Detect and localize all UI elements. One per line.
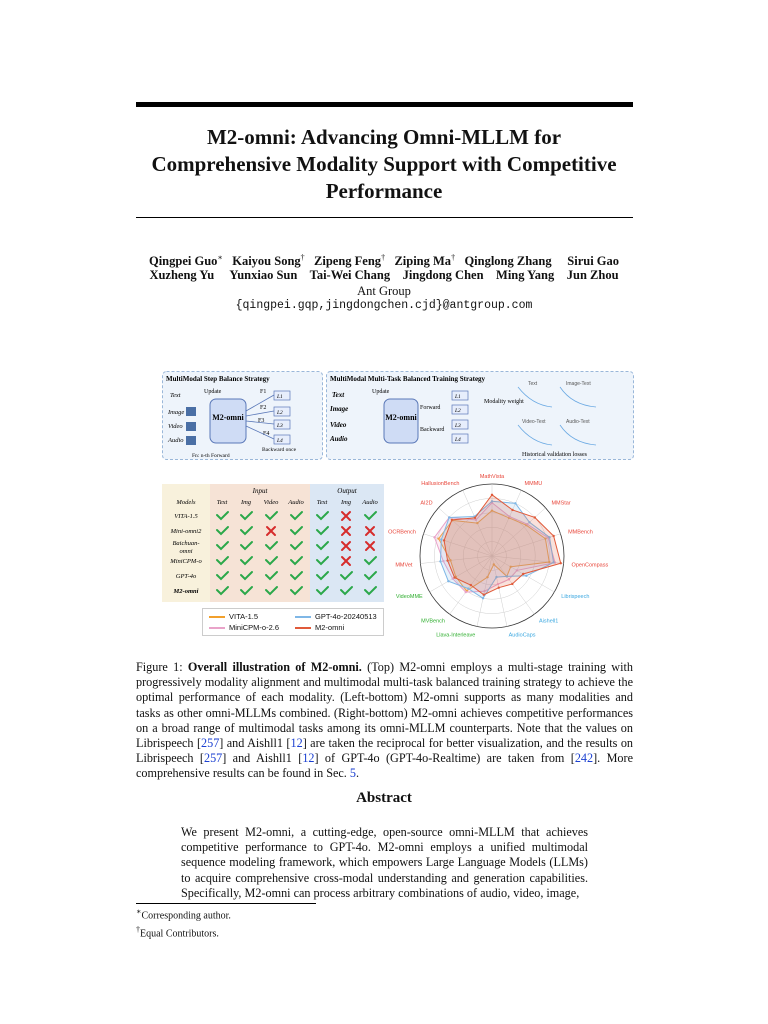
table-model-name: MiniCPM-o <box>170 558 202 565</box>
radar-point <box>482 597 484 599</box>
author: Kaiyou Song <box>232 254 301 269</box>
curve-text-label: Text <box>528 381 538 387</box>
table-header-cell: Text <box>316 499 328 506</box>
forward-label: Forward <box>420 405 441 411</box>
radar-point <box>511 509 513 511</box>
loss-4-label: L4 <box>277 438 283 444</box>
radar-axis-label: OCRBench <box>388 529 416 536</box>
radar-point <box>498 586 500 588</box>
radar-point <box>560 562 562 564</box>
radar-point <box>465 591 467 593</box>
radar-point <box>514 502 516 504</box>
radar-point <box>552 535 554 537</box>
table-header-cell: Video <box>263 499 279 506</box>
table-model-name: omni <box>179 548 193 555</box>
output-group-label: Output <box>337 487 357 495</box>
audio-icon <box>186 436 196 445</box>
forward-2-label: F2 <box>260 405 267 411</box>
table-header-cell: Audio <box>362 499 378 506</box>
radar-axis-label: AI2D <box>420 500 433 507</box>
backward-once-label: Backward once <box>262 447 297 453</box>
citation-link[interactable]: 12 <box>290 736 303 751</box>
radar-point <box>443 539 445 541</box>
legend-item <box>295 623 344 632</box>
radar-axis-label: Llava-Interleave <box>436 632 476 639</box>
radar-point <box>439 560 441 562</box>
radar-axis-label: MMBench <box>568 529 593 536</box>
radar-point <box>474 517 476 519</box>
radar-axis-label: MathVista <box>479 474 505 480</box>
model-label: M2-omni <box>212 413 244 422</box>
radar-point <box>447 580 449 582</box>
right-text-label: Text <box>332 391 345 399</box>
modality-weight-label: Modality weight <box>484 399 524 405</box>
section-link[interactable]: 5 <box>349 766 356 781</box>
modality-text-label: Text <box>170 392 181 399</box>
author: Jingdong Chen <box>402 268 484 282</box>
radar-point <box>483 594 485 596</box>
loss-r4-label: L4 <box>455 437 461 443</box>
modality-support-table <box>162 484 384 602</box>
right-audio-label: Audio <box>330 435 348 443</box>
authors-line-1: Qingpei Guo∗ Kaiyou Song† Zipeng Feng† Ziping Ma† Qinglong Zhang Sirui Gao <box>148 253 620 269</box>
radar-axis-label: HallusionBench <box>421 480 460 487</box>
paper-title: M2-omni: Advancing Omni-MLLM for Comprehensive Modality Support with Competitive Performance <box>151 125 617 203</box>
author: Qingpei Guo <box>148 254 218 269</box>
footnote-rule <box>136 903 316 904</box>
forward-3-label: F3 <box>258 418 265 424</box>
table-header-cell: Models <box>176 499 196 506</box>
training-strategy-figure <box>162 371 634 461</box>
modality-audio-label: Audio <box>168 437 184 444</box>
table-header-cell: Text <box>216 499 228 506</box>
affiliation: Ant Group <box>357 284 411 298</box>
radar-axis-label: Librispeech <box>561 594 590 600</box>
abstract-text: We present M2-omni, a cutting-edge, open-source omni-MLLM that achieves competitive performance to GPT-4o. M2-omni employs a unified multimodal sequence modeling framework, which empowers Large Language Models (LLMs) to acquire comprehensive cross-modal understanding and generation capabilities. Specifically, M2-omni can process arbitrary combinations of audio, video, image, <box>181 825 588 900</box>
legend-label: MiniCPM-o-2.6 <box>229 623 280 632</box>
radar-axis-label: MMMU <box>524 480 543 487</box>
radar-point <box>451 519 453 521</box>
footnotes <box>136 905 231 942</box>
radar-point <box>440 538 442 540</box>
radar-point <box>448 516 450 518</box>
radar-axis-label: Aishell1 <box>539 618 559 625</box>
legend-label: VITA-1.5 <box>229 612 259 621</box>
legend-item <box>209 612 258 621</box>
radar-chart <box>388 460 628 656</box>
author: Ziping Ma <box>394 254 452 269</box>
loss-1-label: L1 <box>277 394 283 400</box>
loss-r3-label: L3 <box>455 423 461 429</box>
image-icon <box>186 407 196 416</box>
table-model-name: GPT-4o <box>175 573 197 580</box>
table-model-name: Baichuan- <box>172 540 200 547</box>
citation-link[interactable]: 242 <box>574 751 594 766</box>
table-model-name: VITA-1.5 <box>174 513 198 520</box>
backward-label: Backward <box>420 427 445 433</box>
forward-4-label: F4 <box>263 431 270 437</box>
figure-caption: Figure 1: Overall illustration of M2-omni. (Top) M2-omni employs a multi-stage training with progressively modality alignment and multimodal multi-task balanced training strategy to achieve the optimal performance of each modality. (Left-bottom) M2-omni supports as many modalities and tasks as other omni-MLLMs combined. (Right-bottom) M2-omni achieves competitive performances on a broad range of multimodal tasks among its omni-MLLM counterparts. Note that the values on Librispeech [257] and Aishll1 [12] are taken the reciprocal for better visualization, and the results on Librispeech [257] and Aishll1 [12] of GPT-4o (GPT-4o-Realtime) are taken from [242]. More comprehensive results can be found in Sec. 5. <box>136 660 634 781</box>
radar-point <box>453 576 455 578</box>
update-label-right: Update <box>372 389 390 395</box>
radar-axis-label: MMStar <box>551 500 571 507</box>
radar-axis-label: OpenCompass <box>571 562 609 569</box>
fn-forward-label: Fn: n-th Forward <box>192 453 230 459</box>
citation-link[interactable]: 257 <box>203 751 223 766</box>
table-model-name: Mini-omni2 <box>170 528 202 535</box>
legend-label: M2-omni <box>315 623 345 632</box>
radar-axis-label: AudioCaps <box>508 632 536 639</box>
loss-r2-label: L2 <box>455 408 461 414</box>
radar-legend <box>202 608 384 636</box>
radar-point <box>522 573 524 575</box>
loss-2-label: L2 <box>277 410 283 416</box>
legend-item <box>295 612 377 621</box>
title-rule <box>136 217 633 218</box>
legend-label: GPT-4o-20240513 <box>315 612 377 621</box>
legend-swatch <box>295 627 311 629</box>
input-group-label: Input <box>252 487 268 495</box>
curve-audio-text-label: Audio-Text <box>566 419 590 425</box>
radar-axis-label: MMVet <box>395 562 413 569</box>
radar-axis-label: MVBench <box>421 618 445 625</box>
radar-point <box>534 516 536 518</box>
authors-line-2 <box>110 268 658 283</box>
radar-point <box>433 536 435 538</box>
legend-swatch <box>295 616 311 618</box>
author: Xuzheng Yu <box>149 268 215 282</box>
right-image-label: Image <box>330 405 349 413</box>
top-rule <box>136 102 633 107</box>
author: Ming Yang <box>496 268 555 282</box>
radar-point <box>470 584 472 586</box>
email[interactable]: {qingpei.gqp,jingdongchen.cjd}@antgroup.com <box>235 299 533 312</box>
author: Sirui Gao <box>567 254 620 269</box>
legend-item <box>209 623 279 632</box>
right-panel-title: MultiModal Multi-Task Balanced Training Strategy <box>330 375 486 383</box>
modality-image-label: Image <box>168 409 185 416</box>
radar-point <box>446 559 448 561</box>
loss-3-label: L3 <box>277 423 283 429</box>
curve-image-text-label: Image-Text <box>566 381 591 387</box>
radar-point <box>467 587 469 589</box>
radar-axis-label: VideoMME <box>395 594 423 600</box>
citation-link[interactable]: 257 <box>201 736 220 751</box>
author: Zipeng Feng <box>314 254 382 269</box>
table-model-name: M2-omni <box>173 588 199 595</box>
model-label-right: M2-omni <box>385 413 417 422</box>
author: Tai-Wei Chang <box>309 268 391 282</box>
table-header-cell: Audio <box>288 499 304 506</box>
author: Yunxiao Sun <box>229 268 298 282</box>
table-header-cell: Img <box>340 499 352 506</box>
forward-1-label: F1 <box>260 389 267 395</box>
table-header-cell: Img <box>240 499 252 506</box>
modality-video-label: Video <box>168 423 183 430</box>
radar-point <box>511 583 513 585</box>
citation-link[interactable]: 12 <box>302 751 315 766</box>
footnote: †Equal Contributors. <box>136 925 219 940</box>
right-video-label: Video <box>330 421 347 429</box>
radar-point <box>525 575 527 577</box>
footnote: ∗Corresponding author. <box>136 907 231 922</box>
author: Jun Zhou <box>566 268 619 282</box>
left-panel-title: MultiModal Step Balance Strategy <box>166 375 270 383</box>
legend-swatch <box>209 627 225 629</box>
loss-r1-label: L1 <box>455 394 461 400</box>
author: Qinglong Zhang <box>464 254 552 269</box>
video-icon <box>186 422 196 431</box>
abstract-heading: Abstract <box>356 790 412 806</box>
update-label: Update <box>204 389 222 395</box>
historical-loss-label: Historical validation losses <box>522 452 587 458</box>
curve-video-text-label: Video-Text <box>522 419 546 425</box>
legend-swatch <box>209 616 225 618</box>
radar-point <box>491 494 493 496</box>
